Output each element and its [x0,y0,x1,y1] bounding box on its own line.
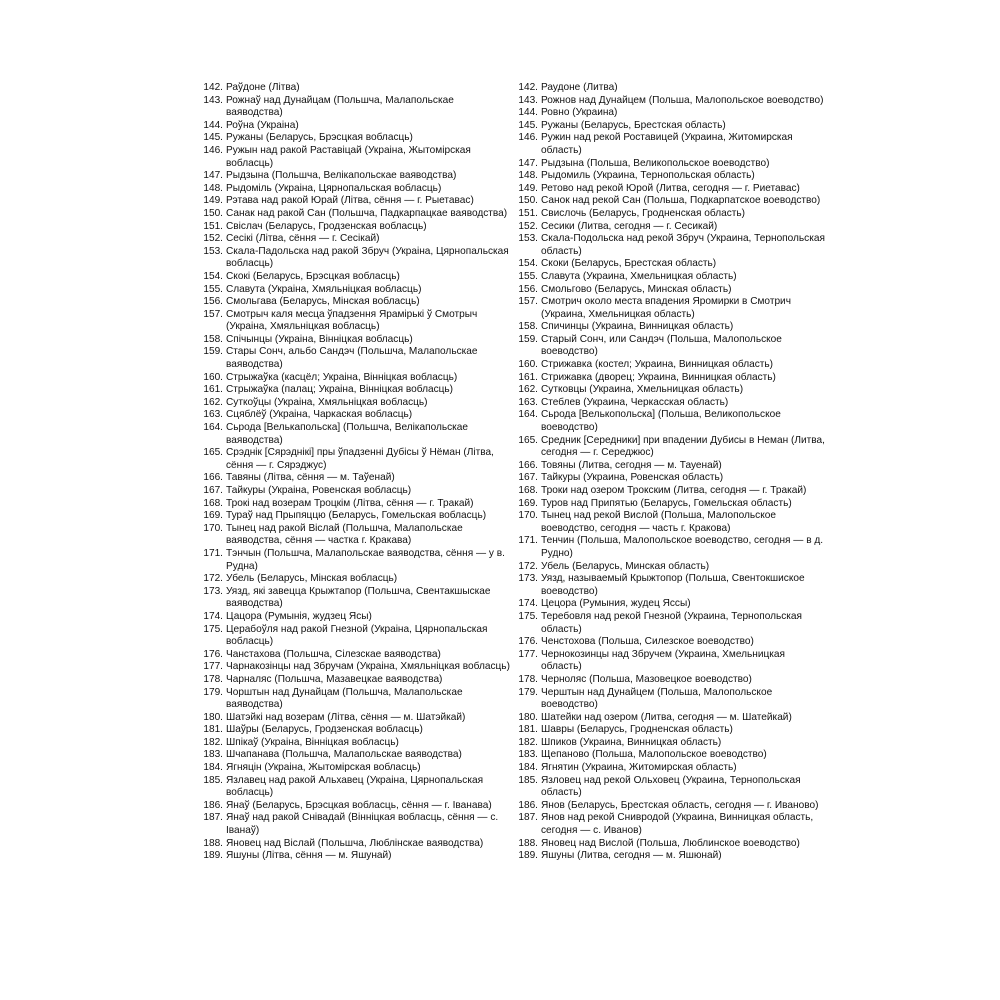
list-item [200,372,510,385]
item-text: Чанстахова (Польшча, Сілезскае ваяводства) [226,648,441,660]
list-item [200,246,510,271]
item-number: 146. [203,144,223,156]
item-text: Шпікаў (Украіна, Вінніцкая вобласць) [226,736,399,748]
item-number: 185. [203,774,223,786]
item-number: 174. [203,610,223,622]
item-number: 149. [203,195,223,207]
item-text: Санак над ракой Сан (Польшча, Падкарпацкае ваяводства) [226,207,508,219]
list-item [200,762,510,775]
list-item [515,107,825,120]
list-item [515,284,825,297]
item-text: Суткоўцы (Украіна, Хмяльніцкая вобласць) [226,396,428,408]
list-item [200,284,510,297]
item-text: Янаў над ракой Снівадай (Вінніцкая вобласць, сёння — с. Іванаў) [226,812,499,837]
list-item [515,510,825,535]
item-number: 155. [203,283,223,295]
list-item [200,674,510,687]
item-number: 184. [203,762,223,774]
list-item [515,737,825,750]
item-text: Чарналяс (Польшча, Мазавецкае ваяводства) [226,673,443,685]
list-item [515,687,825,712]
item-number: 189. [203,850,223,862]
item-text: Сьрода [Велькапольска] (Польшча, Велікапольскае ваяводства) [226,422,469,446]
item-text: Церабоўля над ракой Гнезной (Украіна, Цярнопальская вобласць) [226,623,488,648]
item-text: Тайкуры (Украіна, Ровенская вобласць) [226,485,412,496]
item-text: Тэнчын (Польшча, Малапольскае ваяводства, сёння — у в. Рудна) [226,547,505,572]
item-text: Санок над рекой Сан (Польша, Подкарпатское воеводство) [541,195,821,207]
list-item [200,749,510,762]
item-number: 171. [203,547,223,559]
item-text: Свіслач (Беларусь, Гродзенская вобласць) [226,220,427,232]
item-text: Шатэйкі над возерам (Літва, сёння — м. Шатэйкай) [226,711,466,723]
item-number: 145. [518,119,538,131]
item-text: Янов над рекой Снивродой (Украина, Винницкая область, сегодня — с. Иванов) [541,812,814,837]
list-item [515,800,825,813]
item-number: 176. [518,636,538,648]
item-number: 151. [518,207,538,219]
list-item [515,258,825,271]
item-number: 182. [203,736,223,748]
item-number: 184. [518,762,538,774]
list-item [515,674,825,687]
list-item [515,359,825,372]
item-text: Янов (Беларусь, Брестская область, сегодня — г. Иваново) [541,799,819,811]
item-number: 188. [203,837,223,849]
item-number: 152. [203,233,223,245]
list-item [515,850,825,863]
list-item [515,712,825,725]
item-number: 158. [518,321,538,333]
list-item [200,812,510,837]
item-number: 155. [518,270,538,282]
item-text: Рыдзына (Польшча, Велікапольскае ваяводства) [226,170,457,182]
item-text: Сьрода [Велькопольска] (Польша, Великопольское воеводство) [541,409,781,434]
item-number: 142. [518,82,538,93]
item-number: 156. [518,283,538,295]
item-number: 178. [203,673,223,685]
item-text: Скала-Падольска над ракой Збруч (Украіна, Цярнопальская вобласць) [226,245,509,270]
item-text: Рыдомиль (Украина, Тернопольская область) [541,170,755,182]
item-text: Шавры (Беларусь, Гродненская область) [541,724,733,736]
item-number: 156. [203,296,223,308]
item-number: 158. [203,333,223,345]
item-number: 159. [518,333,538,345]
item-text: Черноляс (Польша, Мазовецкое воеводство) [541,673,752,685]
list-item [515,271,825,284]
list-item [200,95,510,120]
item-number: 182. [518,736,538,748]
list-item [200,485,510,498]
item-number: 186. [203,799,223,811]
item-number: 168. [203,497,223,509]
list-item [200,838,510,851]
item-number: 166. [203,472,223,484]
item-text: Рэтава над ракой Юрай (Літва, сёння — г. Рыетавас) [226,195,474,207]
item-text: Раудоне (Литва) [541,82,618,93]
item-text: Рыдзына (Польша, Великопольское воеводство) [541,157,770,169]
list-item [200,346,510,371]
list-item [515,472,825,485]
item-number: 171. [518,535,538,547]
item-text: Чорштын над Дунайцам (Польшча, Малапольскае ваяводства) [226,686,463,711]
item-text: Сцяблёў (Украіна, Чаркаская вобласць) [226,409,413,421]
item-number: 180. [518,711,538,723]
list-item [515,195,825,208]
list-item [200,271,510,284]
item-text: Роўна (Украіна) [226,119,299,131]
list-item [200,661,510,674]
item-text: Стары Сонч, альбо Сандэч (Польшча, Малапольскае ваяводства) [226,346,478,371]
item-text: Уязд, які завецца Крыжтапор (Польшча, Свентакшыскае ваяводства) [226,585,491,610]
list-item [200,573,510,586]
list-item [515,334,825,359]
item-number: 144. [518,107,538,119]
item-number: 169. [518,497,538,509]
item-text: Шатейки над озером (Литва, сегодня — м. Шатейкай) [541,711,792,723]
list-item [515,535,825,560]
item-text: Смольгово (Беларусь, Минская область) [541,283,732,295]
item-number: 146. [518,132,538,144]
list-item [515,611,825,636]
list-item [200,800,510,813]
list-item [515,598,825,611]
item-text: Чарнакозінцы над Збручам (Украіна, Хмяльніцкая вобласць) [226,661,510,673]
list-item [200,145,510,170]
item-number: 148. [203,182,223,194]
item-number: 169. [203,510,223,522]
item-text: Яшуны (Літва, сёння — м. Яшунай) [226,850,392,862]
list-item [200,132,510,145]
item-text: Язловец над рекой Ольховец (Украина, Тернопольская область) [541,774,801,799]
list-item [200,472,510,485]
list-item [200,649,510,662]
belarusian-column [200,82,510,863]
list-item [515,208,825,221]
item-text: Смольгава (Беларусь, Мінская вобласць) [226,296,420,308]
list-item [200,384,510,397]
list-item [515,636,825,649]
item-text: Шпиков (Украина, Винницкая область) [541,736,722,748]
item-text: Смотрыч каля месца ўпадзення Ярамірькі ў Смотрыч (Украіна, Хмяльніцкая вобласць) [226,308,478,333]
item-number: 170. [518,510,538,522]
item-text: Туров над Припятью (Беларусь, Гомельская область) [541,497,792,509]
item-text: Рыдоміль (Украіна, Цярнопальская вобласць) [226,182,442,194]
item-text: Рожнов над Дунайцем (Польша, Малопольское воеводство) [541,94,824,106]
item-number: 168. [518,485,538,496]
item-text: Тураў над Прыпяццю (Беларусь, Гомельская вобласць) [226,510,487,522]
list-item [515,775,825,800]
item-number: 163. [203,409,223,421]
item-number: 144. [203,119,223,131]
list-item [515,724,825,737]
list-item [515,561,825,574]
list-item [200,82,510,95]
item-text: Троки над озером Трокским (Литва, сегодня — г. Тракай) [541,485,807,496]
list-item [200,523,510,548]
list-item [200,334,510,347]
item-text: Ягняцін (Украіна, Жытомірская вобласць) [226,762,421,774]
item-text: Срэднік [Сярэднікі] пры ўпадзенні Дубісы ў Нёман (Літва, сёння — г. Сярэджус) [226,447,494,471]
item-text: Средник [Середники] при впадении Дубисы в Неман (Литва, сегодня — г. Середжюс) [541,434,825,459]
list-item [200,409,510,422]
list-item [515,321,825,334]
list-item [515,120,825,133]
list-item [515,498,825,511]
item-number: 177. [518,648,538,660]
item-text: Смотрич около места впадения Яромирки в Смотрич (Украина, Хмельницкая область) [541,296,791,320]
item-number: 164. [203,422,223,434]
list-item [515,838,825,851]
item-number: 173. [518,573,538,585]
item-text: Товяны (Литва, сегодня — м. Тауенай) [541,459,722,471]
item-number: 162. [518,384,538,396]
item-text: Уязд, называемый Крыжтопор (Польша, Свентокшиское воеводство) [541,573,805,597]
item-text: Убель (Беларусь, Минская область) [541,560,710,572]
item-text: Яновец над Віслай (Польшча, Люблінскае ваяводства) [226,837,484,849]
item-text: Черштын над Дунайцем (Польша, Малопольское воеводство) [541,686,773,711]
russian-column [515,82,825,863]
list-item [515,649,825,674]
list-item [200,611,510,624]
item-number: 157. [518,296,538,308]
item-text: Теребовля над рекой Гнезной (Украина, Тернопольская область) [541,610,803,635]
list-item [200,397,510,410]
list-item [200,296,510,309]
item-text: Шчапанава (Польшча, Малапольскае ваяводства) [226,749,462,761]
item-number: 183. [518,749,538,761]
item-number: 164. [518,409,538,421]
item-text: Тайкуры (Украина, Ровенская область) [541,472,724,484]
item-text: Свислочь (Беларусь, Гродненская область) [541,207,746,219]
item-number: 159. [203,346,223,358]
item-text: Сутковцы (Украина, Хмельницкая область) [541,384,744,396]
list-item [515,384,825,397]
list-item [515,221,825,234]
item-number: 153. [518,233,538,245]
list-item [515,372,825,385]
item-number: 172. [518,560,538,572]
item-text: Скоки (Беларусь, Брестская область) [541,258,717,270]
list-item [515,132,825,157]
list-item [515,397,825,410]
list-item [515,158,825,171]
item-number: 174. [518,598,538,610]
list-item [200,724,510,737]
item-text: Скала-Подольска над рекой Збруч (Украина, Тернопольская область) [541,233,825,257]
item-text: Трокі над возерам Троцкім (Літва, сёння — г. Тракай) [226,497,474,509]
item-text: Сесікі (Літва, сёння — г. Сесікай) [226,233,380,245]
item-number: 173. [203,585,223,597]
item-text: Ружин над рекой Роставицей (Украина, Житомирская область) [541,132,793,156]
item-number: 183. [203,749,223,761]
item-number: 189. [518,850,538,862]
item-number: 181. [203,724,223,736]
list-item [200,712,510,725]
item-text: Тавяны (Літва, сёння — м. Таўенай) [226,472,395,484]
item-number: 175. [518,610,538,622]
list-item [200,624,510,649]
item-number: 166. [518,459,538,471]
item-number: 179. [203,686,223,698]
list-item [200,510,510,523]
list-item [200,120,510,133]
item-text: Тенчин (Польша, Малопольское воеводство, сегодня — в д. Рудно) [541,535,824,559]
item-number: 179. [518,686,538,698]
item-number: 147. [203,170,223,182]
item-number: 145. [203,132,223,144]
item-number: 143. [203,94,223,106]
item-number: 167. [518,472,538,484]
list-item [200,548,510,573]
item-text: Славута (Украіна, Хмяльніцкая вобласць) [226,283,422,295]
item-text: Ягнятин (Украина, Житомирская область) [541,762,737,774]
item-number: 162. [203,396,223,408]
item-text: Ровно (Украина) [541,107,618,119]
item-number: 170. [203,522,223,534]
list-item [200,687,510,712]
list-item [200,422,510,447]
item-text: Убель (Беларусь, Мінская вобласць) [226,573,398,585]
list-item [200,586,510,611]
item-number: 148. [518,170,538,182]
list-item [515,183,825,196]
item-text: Стрижавка (костел; Украина, Винницкая область) [541,359,774,371]
item-text: Шаўры (Беларусь, Гродзенская вобласць) [226,724,423,736]
item-number: 154. [518,258,538,270]
item-text: Рожнаў над Дунайцам (Польшча, Малапольскае ваяводства) [226,94,454,119]
item-number: 163. [518,396,538,408]
item-text: Яшуны (Литва, сегодня — м. Яшюнай) [541,850,722,862]
item-text: Стрыжаўка (палац; Украіна, Вінніцкая вобласць) [226,384,454,396]
item-number: 161. [518,371,538,383]
item-number: 176. [203,648,223,660]
item-number: 147. [518,157,538,169]
item-text: Ружаны (Беларусь, Брэсцкая вобласць) [226,132,413,144]
list-item [200,498,510,511]
list-item [200,850,510,863]
item-number: 175. [203,623,223,635]
item-number: 186. [518,799,538,811]
item-number: 167. [203,485,223,496]
item-text: Янаў (Беларусь, Брэсцкая вобласць, сёння — г. Іванава) [226,799,492,811]
item-number: 172. [203,573,223,585]
list-item [515,762,825,775]
item-text: Цецора (Румыния, жудец Яссы) [541,598,691,610]
item-text: Ружын над ракой Раставіцай (Украіна, Жытомірская вобласць) [226,144,471,169]
item-number: 157. [203,308,223,320]
item-text: Ружаны (Беларусь, Брестская область) [541,119,726,131]
list-item [200,233,510,246]
item-number: 152. [518,220,538,232]
item-number: 150. [518,195,538,207]
list-item [515,460,825,473]
item-text: Раўдоне (Літва) [226,82,300,93]
list-item [200,221,510,234]
list-item [515,485,825,498]
place-list-russian [515,82,825,863]
list-item [515,573,825,598]
item-number: 178. [518,673,538,685]
list-item [200,309,510,334]
item-text: Яновец над Вислой (Польша, Люблинское воеводство) [541,837,800,849]
item-text: Славута (Украина, Хмельницкая область) [541,270,737,282]
list-item [200,737,510,750]
item-number: 142. [203,82,223,93]
list-item [515,409,825,434]
item-number: 188. [518,837,538,849]
item-number: 143. [518,94,538,106]
item-text: Старый Сонч, или Сандэч (Польша, Малопольское воеводство) [541,333,782,358]
item-text: Сесики (Литва, сегодня — г. Сесикай) [541,220,718,232]
item-text: Тынец над рекой Вислой (Польша, Малопольское воеводство, сегодня — часть г. Кракова) [541,510,776,534]
item-text: Тынец над ракой Віслай (Польшча, Малапольскае ваяводства, сёння — частка г. Кракава) [226,522,463,547]
item-number: 160. [203,371,223,383]
list-item [200,775,510,800]
item-text: Стеблев (Украина, Черкасская область) [541,396,729,408]
list-item [200,195,510,208]
list-item [515,82,825,95]
place-list-belarusian [200,82,510,863]
item-text: Щепаново (Польша, Малопольское воеводство) [541,749,767,761]
list-item [200,447,510,472]
list-item [515,435,825,460]
list-item [515,749,825,762]
item-number: 161. [203,384,223,396]
item-text: Спичинцы (Украина, Винницкая область) [541,321,734,333]
item-text: Чернокозинцы над Збручем (Украина, Хмельницкая область) [541,648,785,673]
item-text: Спічынцы (Украіна, Вінніцкая вобласць) [226,333,413,345]
item-text: Язлавец над ракой Альхавец (Украіна, Цярнопальская вобласць) [226,774,484,799]
item-text: Ретово над рекой Юрой (Литва, сегодня — г. Риетавас) [541,182,800,194]
item-number: 180. [203,711,223,723]
item-text: Стрижавка (дворец; Украина, Винницкая область) [541,371,776,383]
item-number: 149. [518,182,538,194]
item-number: 165. [203,447,223,459]
list-item [200,170,510,183]
list-item [515,812,825,837]
item-number: 187. [518,812,538,824]
item-text: Стрыжаўка (касцёл; Украіна, Вінніцкая вобласць) [226,371,458,383]
item-number: 165. [518,434,538,446]
item-text: Цацора (Румынія, жудзец Ясы) [226,610,372,622]
list-item [515,296,825,321]
item-number: 181. [518,724,538,736]
item-number: 154. [203,270,223,282]
item-number: 151. [203,220,223,232]
list-item [515,170,825,183]
list-item [200,183,510,196]
list-item [515,233,825,258]
list-item [515,95,825,108]
item-text: Ченстохова (Польша, Силезское воеводство) [541,636,754,648]
item-number: 185. [518,774,538,786]
item-number: 160. [518,359,538,371]
list-item [200,208,510,221]
item-number: 150. [203,207,223,219]
item-number: 177. [203,661,223,673]
item-number: 187. [203,812,223,824]
item-number: 153. [203,245,223,257]
item-text: Скокі (Беларусь, Брэсцкая вобласць) [226,270,400,282]
